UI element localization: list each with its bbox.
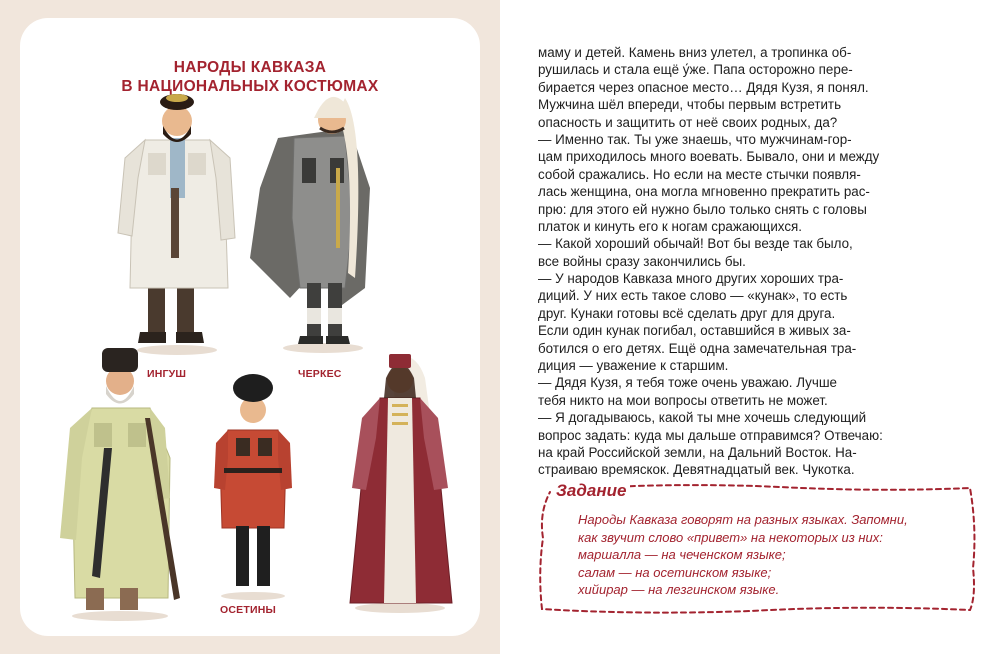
- costumes-illustration: [20, 18, 480, 636]
- task-line: хийирар — на лезгинском языке.: [578, 582, 780, 597]
- story-line: — Дядя Кузя, я тебя тоже очень уважаю. Лучше: [538, 375, 838, 391]
- illustration-card: [20, 18, 480, 636]
- story-line: рушилась и стала ещё у́же. Папа осторожно пере-: [538, 62, 853, 78]
- label-osetiny: ОСЕТИНЫ: [220, 604, 276, 616]
- story-line: цам приходилось много воевать. Бывало, они и между: [538, 149, 880, 165]
- story-text: [538, 44, 968, 479]
- story-line: страиваю времяскок. Девятнадцатый век. Чукотка.: [538, 462, 855, 478]
- story-line: — Именно так. Ты уже знаешь, что мужчинам-гор-: [538, 131, 852, 147]
- story-line: Если один кунак погибал, оставшийся в живых за-: [538, 323, 851, 339]
- illustration-title-line: В НАЦИОНАЛЬНЫХ КОСТЮМАХ: [121, 78, 379, 95]
- label-cherkes: ЧЕРКЕС: [298, 368, 342, 380]
- story-line: Мужчина шёл впереди, чтобы первым встретить: [538, 97, 842, 113]
- boy-figure-icon: [214, 374, 292, 600]
- task-line: как звучит слово «привет» на некоторых из них:: [578, 529, 883, 545]
- story-line: — Я догадываюсь, какой ты мне хочешь следующий: [538, 410, 867, 426]
- story-line: бирается через опасное место… Дядя Кузя, я понял.: [538, 79, 869, 95]
- task-title: Задание: [552, 481, 630, 501]
- task-line: салам — на осетинском языке;: [578, 564, 772, 580]
- ingush-figure-icon: [118, 94, 235, 355]
- story-line: опасность и защитить от неё своих родных, да?: [538, 114, 838, 130]
- story-line: собой сражались. Но если на месте стычки появля-: [538, 166, 861, 182]
- label-ingush: ИНГУШ: [147, 368, 187, 380]
- story-line: диция — уважение к старшим.: [538, 358, 729, 374]
- story-line: платок и кинуть его к ногам сражающихся.: [538, 218, 803, 234]
- illustration-title: [20, 58, 480, 96]
- story-line: прю: для этого ей нужно было только снять с головы: [538, 201, 867, 217]
- story-line: вопрос задать: куда мы дальше отправимся? Отвечаю:: [538, 427, 883, 443]
- story-line: все войны сразу закончились бы.: [538, 253, 746, 269]
- story-line: тебя никто на мои вопросы ответить не может.: [538, 392, 828, 408]
- task-line: маршалла — на чеченском языке;: [578, 547, 786, 562]
- story-line: ботился о его детях. Ещё одна замечательная тра-: [538, 340, 857, 356]
- story-line: лась женщина, она могла мгновенно прекратить рас-: [538, 184, 870, 200]
- story-line: — У народов Кавказа много других хороших тра-: [538, 271, 844, 287]
- cherkes-figure-icon: [250, 97, 370, 353]
- old-man-figure-icon: [60, 348, 180, 621]
- illustration-title-line: НАРОДЫ КАВКАЗА: [173, 59, 327, 76]
- story-line: на край Российской земли, на Дальний Восток. На-: [538, 444, 857, 460]
- story-line: — Какой хороший обычай! Вот бы везде так было,: [538, 236, 853, 252]
- woman-figure-icon: [350, 354, 452, 613]
- story-line: диций. У них есть такое слово — «кунак», то есть: [538, 288, 848, 304]
- story-line: маму и детей. Камень вниз улетел, а тропинка об-: [538, 45, 852, 60]
- task-line: Народы Кавказа говорят на разных языках. Запомни,: [578, 512, 908, 527]
- task-body: [578, 511, 978, 599]
- story-line: друг. Кунаки готовы всё сделать друг для друга.: [538, 305, 836, 321]
